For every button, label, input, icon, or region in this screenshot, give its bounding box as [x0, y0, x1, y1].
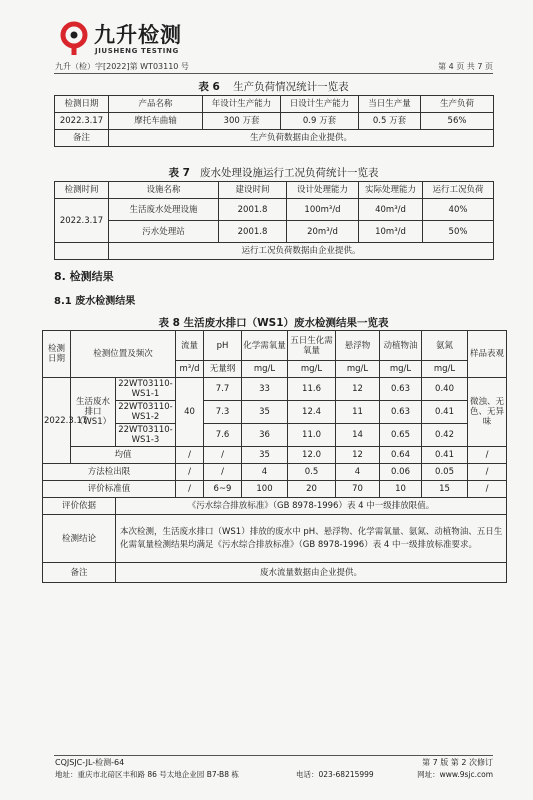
table8-h-col: 流量	[176, 331, 204, 361]
form-code: CQJSJC-JL-检测-64	[55, 758, 125, 767]
table6-header-cell: 日设计生产能力	[281, 96, 359, 113]
table8-h-date: 检测日期	[43, 331, 71, 378]
table6-note-text: 生产负荷数据由企业提供。	[109, 130, 494, 147]
table8-cell: 12	[336, 378, 380, 401]
table8-sample-id: 22WT03110-WS1-2	[116, 401, 176, 424]
table8-basis-row	[43, 498, 507, 515]
logo-english-text: JIUSHENG TESTING	[95, 47, 179, 55]
table7	[54, 181, 494, 260]
table8-conclusion-label: 检测结论	[43, 515, 116, 563]
table8-unit: 无量纲	[204, 361, 242, 378]
table7-cell: 10m³/d	[359, 221, 423, 243]
table8-cell: 11.0	[288, 424, 336, 447]
table-row	[55, 199, 494, 221]
table6-caption-label: 表 6	[198, 81, 220, 93]
table6-header-cell: 年设计生产能力	[203, 96, 281, 113]
edition-info: 第 7 版 第 2 次修订	[422, 758, 493, 767]
table8-cell: 0.42	[422, 424, 468, 447]
table6-header-row	[55, 96, 494, 113]
table8-h-location: 检测位置及频次	[71, 331, 176, 378]
header-rule	[54, 73, 493, 74]
table8-conclusion-text: 本次检测，生活废水排口（WS1）排放的废水中 pH、悬浮物、化学需氧量、氨氮、动植物油、五日生化需氧量检测结果均满足《污水综合排放标准》（GB 8978-1996）表 4 中一级排放标准要求。	[116, 515, 507, 563]
footer-phone: 电话：023-68215999	[296, 770, 374, 779]
table7-cell: 40%	[423, 199, 494, 221]
table8-basis-label: 评价依据	[43, 498, 116, 515]
table8-cell: 100	[242, 481, 288, 498]
table7-cell: 污水处理站	[109, 221, 219, 243]
table8-cell: 35	[242, 447, 288, 464]
table7-caption-label: 表 7	[168, 167, 190, 179]
logo-chinese-text: 九升检测	[94, 23, 182, 47]
table8-cell: /	[204, 464, 242, 481]
table7-note-row	[55, 243, 494, 260]
table8-unit: mg/L	[242, 361, 288, 378]
table8-cell: 7.3	[204, 401, 242, 424]
table8-limit-row	[43, 464, 507, 481]
table7-header-cell: 建设时间	[219, 182, 287, 199]
table7-note-text: 运行工况负荷数据由企业提供。	[109, 243, 494, 260]
table8-note-text: 废水流量数据由企业提供。	[116, 563, 507, 583]
table6-cell: 56%	[421, 113, 494, 130]
table8-cell: 0.41	[422, 401, 468, 424]
table8-cell: 14	[336, 424, 380, 447]
table7-caption	[54, 165, 493, 180]
table6-cell: 2022.3.17	[55, 113, 109, 130]
table8-cell: 35	[242, 401, 288, 424]
table8-unit: m³/d	[176, 361, 204, 378]
footer-rule	[54, 755, 493, 756]
footer-website: 网址：www.9sjc.com	[417, 770, 493, 779]
table8-cell: 0.06	[380, 464, 422, 481]
table8-caption: 表 8 生活废水排口（WS1）废水检测结果一览表	[158, 317, 389, 329]
table8-appearance: 微浊、无色、无异味	[468, 378, 507, 447]
table6-header-cell: 产品名称	[109, 96, 203, 113]
table8-cell: /	[468, 481, 507, 498]
table8-cell: 0.65	[380, 424, 422, 447]
table8	[42, 330, 507, 583]
table7-date: 2022.3.17	[55, 199, 109, 243]
table8-header-row	[43, 331, 507, 361]
table8-unit: mg/L	[380, 361, 422, 378]
table7-cell: 2001.8	[219, 199, 287, 221]
page-info: 第 4 页 共 7 页	[438, 62, 493, 71]
table8-cell: 11	[336, 401, 380, 424]
table8-basis-text: 《污水综合排放标准》（GB 8978-1996）表 4 中一级排放限值。	[116, 498, 507, 515]
table8-h-col: pH	[204, 331, 242, 361]
table8-flow: 40	[176, 378, 204, 447]
table7-cell: 40m³/d	[359, 199, 423, 221]
table8-h-col: 化学需氧量	[242, 331, 288, 361]
table8-h-col: 悬浮物	[336, 331, 380, 361]
table7-cell: 20m³/d	[287, 221, 359, 243]
table7-header-cell: 设施名称	[109, 182, 219, 199]
table8-note-label: 备注	[43, 563, 116, 583]
table8-cell: 0.64	[380, 447, 422, 464]
table7-header-row	[55, 182, 494, 199]
table8-cell: /	[468, 464, 507, 481]
table7-header-cell: 实际处理能力	[359, 182, 423, 199]
table7-cell: 50%	[423, 221, 494, 243]
table7-note-empty	[55, 243, 109, 260]
table8-h-appearance: 样品表观	[468, 331, 507, 378]
table8-cell: 4	[242, 464, 288, 481]
table6-cell: 0.9 万套	[281, 113, 359, 130]
table7-cell: 生活废水处理设施	[109, 199, 219, 221]
table7-caption-text: 废水处理设施运行工况负荷统计一览表	[199, 167, 379, 179]
table8-cell: /	[176, 464, 204, 481]
table8-unit: mg/L	[288, 361, 336, 378]
table8-note-row	[43, 563, 507, 583]
table8-cell: /	[468, 447, 507, 464]
table8-sample-id: 22WT03110-WS1-3	[116, 424, 176, 447]
table6-header-cell: 生产负荷	[421, 96, 494, 113]
table8-cell: 33	[242, 378, 288, 401]
table6-cell: 摩托车曲轴	[109, 113, 203, 130]
table8-cell: 0.63	[380, 401, 422, 424]
table8-cell: /	[204, 447, 242, 464]
table6-header-cell: 检测日期	[55, 96, 109, 113]
table6-header-cell: 当日生产量	[359, 96, 421, 113]
table8-unit: mg/L	[422, 361, 468, 378]
table6-note-label: 备注	[55, 130, 109, 147]
table8-cell: 0.05	[422, 464, 468, 481]
footer-address: 地址：重庆市北碚区丰和路 86 号太地企业园 B7-B8 栋	[55, 770, 239, 779]
table8-sample-id: 22WT03110-WS1-1	[116, 378, 176, 401]
table6-caption-text: 生产负荷情况统计一览表	[233, 81, 349, 93]
table7-header-cell: 运行工况负荷	[423, 182, 494, 199]
table7-header-cell: 设计处理能力	[287, 182, 359, 199]
table7-header-cell: 检测时间	[55, 182, 109, 199]
table6-note-row	[55, 130, 494, 147]
table8-cell: 0.5	[288, 464, 336, 481]
table8-h-col: 氨氮	[422, 331, 468, 361]
table8-conclusion-row	[43, 515, 507, 563]
table8-cell: 12.4	[288, 401, 336, 424]
table8-cell: 0.41	[422, 447, 468, 464]
table8-cell: 0.40	[422, 378, 468, 401]
table8-h-col: 五日生化需氧量	[288, 331, 336, 361]
table8-date: 2022.3.17	[43, 378, 71, 464]
table8-cell: 0.63	[380, 378, 422, 401]
table7-cell: 100m³/d	[287, 199, 359, 221]
table8-standard-label: 评价标准值	[43, 481, 176, 498]
table8-unit: mg/L	[336, 361, 380, 378]
table8-standard-row	[43, 481, 507, 498]
table8-cell: 36	[242, 424, 288, 447]
table8-cell: 12	[336, 447, 380, 464]
table6-cell: 300 万套	[203, 113, 281, 130]
table7-cell: 2001.8	[219, 221, 287, 243]
table8-cell: 4	[336, 464, 380, 481]
table-row	[55, 113, 494, 130]
table8-limit-label: 方法检出限	[43, 464, 176, 481]
table8-cell: 6~9	[204, 481, 242, 498]
table-row	[43, 378, 507, 401]
table6	[54, 95, 494, 147]
subsection-title: 8.1 废水检测结果	[54, 296, 136, 307]
table-row	[55, 221, 494, 243]
table6-cell: 0.5 万套	[359, 113, 421, 130]
table6-caption	[54, 79, 493, 94]
document-number: 九升（检）字[2022]第 WT03110 号	[55, 62, 189, 71]
table8-cell: /	[176, 447, 204, 464]
table8-cell: 7.7	[204, 378, 242, 401]
company-logo	[58, 20, 198, 60]
table8-mean-row	[43, 447, 507, 464]
table8-mean-label: 均值	[71, 447, 176, 464]
table8-cell: 70	[336, 481, 380, 498]
table8-cell: 20	[288, 481, 336, 498]
table8-location: 生活废水排口（WS1）	[71, 378, 116, 447]
logo-mark-icon	[58, 22, 90, 56]
table8-cell: 12.0	[288, 447, 336, 464]
section-title: 8. 检测结果	[54, 270, 114, 283]
table8-cell: /	[176, 481, 204, 498]
table8-cell: 10	[380, 481, 422, 498]
table8-h-col: 动植物油	[380, 331, 422, 361]
table8-cell: 7.6	[204, 424, 242, 447]
table8-cell: 15	[422, 481, 468, 498]
table8-cell: 11.6	[288, 378, 336, 401]
